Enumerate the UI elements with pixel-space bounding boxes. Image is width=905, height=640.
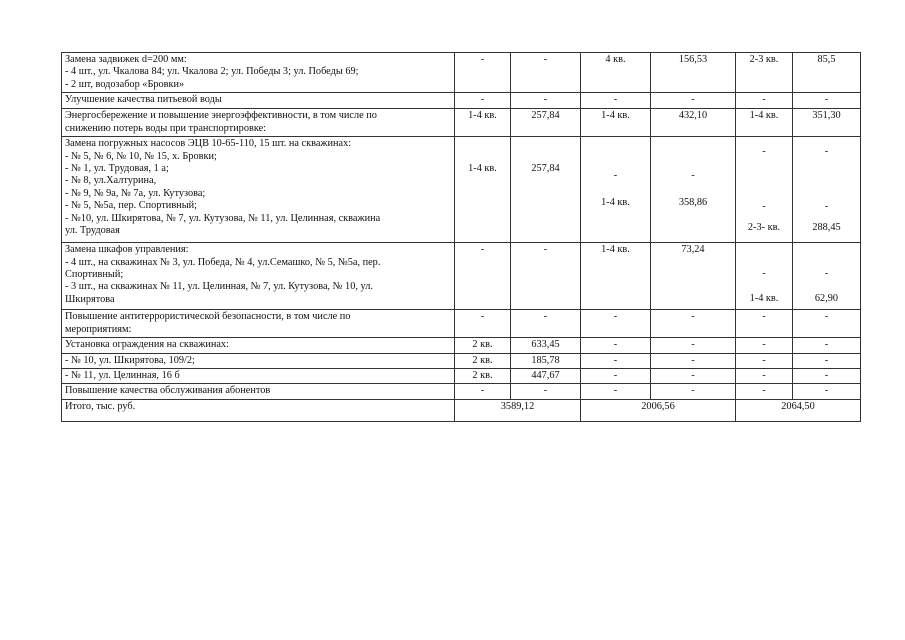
cell-amount-1: -	[511, 53, 581, 93]
cell-period-3: - - 2-3- кв.	[736, 137, 793, 243]
cell-period-2: -	[581, 338, 651, 353]
cell-period-2: -	[581, 384, 651, 399]
cell-amount-2: -	[651, 338, 736, 353]
cell-period-3: 1-4 кв.	[736, 109, 793, 137]
cell-amount-1: -	[511, 243, 581, 310]
table-row	[62, 369, 861, 384]
cell-period-1: -	[455, 93, 511, 109]
cell-period-3: -	[736, 369, 793, 384]
cell-period-1: -	[455, 310, 511, 338]
cell-amount-3: -	[793, 384, 861, 399]
row-description: - № 11, ул. Целинная, 16 б	[62, 369, 455, 384]
cell-amount-1: -	[511, 93, 581, 109]
table-row	[62, 310, 861, 338]
cell-amount-3: - 62,90	[793, 243, 861, 310]
table-row	[62, 93, 861, 109]
cell-period-1: -	[455, 53, 511, 93]
cell-amount-2: - 358,86	[651, 137, 736, 243]
cell-amount-1: 257,84	[511, 137, 581, 243]
cell-amount-2: 432,10	[651, 109, 736, 137]
cell-amount-1: 633,45	[511, 338, 581, 353]
cell-period-2: - 1-4 кв.	[581, 137, 651, 243]
cell-amount-3: - - 288,45	[793, 137, 861, 243]
cell-amount-3: -	[793, 353, 861, 368]
table-row	[62, 384, 861, 399]
cell-period-3: -	[736, 353, 793, 368]
cell-period-3: -	[736, 384, 793, 399]
cell-period-2: -	[581, 353, 651, 368]
row-description: Повышение антитеррористической безопасности, в том числе по мероприятиям:	[62, 310, 455, 338]
cell-period-1: 1-4 кв.	[455, 109, 511, 137]
total-value-3: 2064,50	[736, 399, 861, 421]
table-row	[62, 109, 861, 137]
total-label: Итого, тыс. руб.	[62, 399, 455, 421]
row-description: Замена шкафов управления: - 4 шт., на скважинах № 3, ул. Победа, № 4, ул.Семашко, № 5, №5а, пер. Спортивный; - 3 шт., на скважинах № 11, ул. Целинная, № 7, ул. Кутузова, № 10, ул. Шкирятова	[62, 243, 455, 310]
cell-period-3: -	[736, 310, 793, 338]
cell-period-1: -	[455, 243, 511, 310]
table-row	[62, 353, 861, 368]
cell-period-1: -	[455, 384, 511, 399]
cell-period-2: -	[581, 310, 651, 338]
table-row	[62, 53, 861, 93]
cell-amount-1: 257,84	[511, 109, 581, 137]
table-row	[62, 338, 861, 353]
cell-amount-2: -	[651, 93, 736, 109]
cell-period-3: -	[736, 93, 793, 109]
cell-amount-1: -	[511, 384, 581, 399]
row-description: Повышение качества обслуживания абонентов	[62, 384, 455, 399]
cell-amount-2: 156,53	[651, 53, 736, 93]
cell-period-1: 2 кв.	[455, 353, 511, 368]
cell-amount-3: -	[793, 369, 861, 384]
cell-period-2: -	[581, 93, 651, 109]
cell-period-3: 2-3 кв.	[736, 53, 793, 93]
cell-period-2: 4 кв.	[581, 53, 651, 93]
cell-amount-3: -	[793, 338, 861, 353]
total-value-1: 3589,12	[455, 399, 581, 421]
cell-period-3: -	[736, 338, 793, 353]
row-description: Улучшение качества питьевой воды	[62, 93, 455, 109]
row-description: Установка ограждения на скважинах:	[62, 338, 455, 353]
cell-amount-3: 351,30	[793, 109, 861, 137]
cell-amount-2: -	[651, 310, 736, 338]
cell-amount-1: 185,78	[511, 353, 581, 368]
table-row	[62, 243, 861, 310]
row-description: - № 10, ул. Шкирятова, 109/2;	[62, 353, 455, 368]
total-value-2: 2006,56	[581, 399, 736, 421]
cell-amount-1: 447,67	[511, 369, 581, 384]
cell-period-1: 2 кв.	[455, 338, 511, 353]
cell-amount-3: -	[793, 93, 861, 109]
cell-amount-1: -	[511, 310, 581, 338]
cell-amount-3: -	[793, 310, 861, 338]
cell-period-2: 1-4 кв.	[581, 243, 651, 310]
total-row	[62, 399, 861, 421]
cell-period-2: 1-4 кв.	[581, 109, 651, 137]
cell-amount-3: 85,5	[793, 53, 861, 93]
row-description: Энергосбережение и повышение энергоэффективности, в том числе по снижению потерь воды при транспортировке:	[62, 109, 455, 137]
row-description: Замена погружных насосов ЭЦВ 10-65-110, 15 шт. на скважинах: - № 5, № 6, № 10, № 15, х. Бровки; - № 1, ул. Трудовая, 1 а; - № 8, ул.Халтурина, - № 9, № 9а, № 7а, ул. Кутузова; - № 5, №5а, пер. Спортивный; - №10, ул. Шкирятова, № 7, ул. Кутузова, № 11, ул. Целинная, скважина ул. Трудовая	[62, 137, 455, 243]
cell-period-2: -	[581, 369, 651, 384]
cell-amount-2: -	[651, 353, 736, 368]
cell-period-3: - 1-4 кв.	[736, 243, 793, 310]
row-description: Замена задвижек d=200 мм: - 4 шт., ул. Чкалова 84; ул. Чкалова 2; ул. Победы 3; ул. Победы 69; - 2 шт, водозабор «Бровки»	[62, 53, 455, 93]
table-row	[62, 137, 861, 243]
investment-plan-table	[61, 52, 861, 422]
cell-period-1: 2 кв.	[455, 369, 511, 384]
cell-amount-2: -	[651, 369, 736, 384]
cell-amount-2: 73,24	[651, 243, 736, 310]
cell-period-1: 1-4 кв.	[455, 137, 511, 243]
cell-amount-2: -	[651, 384, 736, 399]
